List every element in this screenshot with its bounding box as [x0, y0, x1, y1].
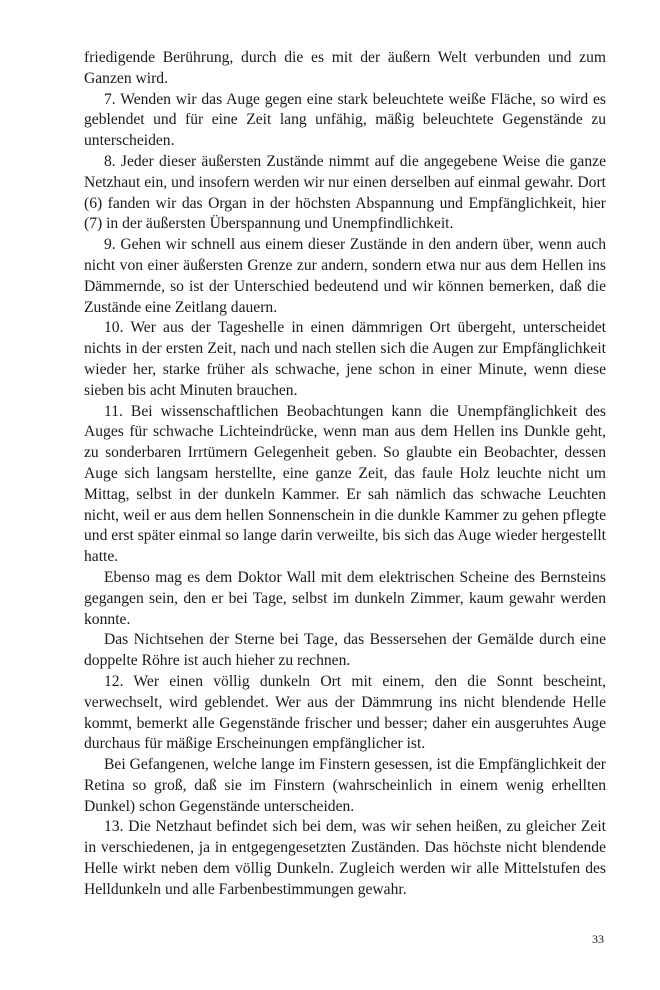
paragraph-7: 7. Wenden wir das Auge gegen eine stark beleuchtete weiße Fläche, so wird es geblendet und für eine Zeit lang unfähig, mäßig beleuchtete Gegenstände zu unterscheiden.: [84, 90, 606, 150]
paragraph-11-ebenso: Ebenso mag es dem Doktor Wall mit dem elektrischen Scheine des Bernsteins gegangen sein, den er bei Tage, selbst im dunkeln Zimmer, kaum gewahr werden konnte.: [84, 568, 606, 628]
paragraph-12: 12. Wer einen völlig dunkeln Ort mit einem, den die Sonnt bescheint, verwechselt, wird geblendet. Wer aus der Dämmrung ins nicht blendende Helle kommt, bemerkt alle Gegenstände frischer und besser; daher ein ausgeruhtes Auge durchaus für mäßige Erscheinungen empfänglicher ist.: [84, 672, 606, 753]
paragraph-11-sterne: Das Nichtsehen der Sterne bei Tage, das Bessersehen der Gemälde durch eine doppelte Röhre ist auch hieher zu rechnen.: [84, 631, 606, 670]
paragraph-12-gefangene: Bei Gefangenen, welche lange im Finstern gesessen, ist die Empfänglichkeit der Retina so groß, daß sie im Finstern (wahrscheinlich in einem wenig erhellten Dunkel) schon Gegenstände unterscheiden.: [84, 756, 606, 815]
paragraph-10: 10. Wer aus der Tageshelle in einen dämmrigen Ort übergeht, unterscheidet nichts in der ersten Zeit, nach und nach stellen sich die Augen zur Empfänglichkeit wieder her, starke früher als schwache, jene schon in einer Minute, wenn diese sieben bis acht Minuten brauchen.: [84, 319, 606, 399]
page-body: [84, 48, 606, 901]
paragraph-11: 11. Bei wissenschaftlichen Beobachtungen kann die Unempfänglichkeit des Auges für schwache Lichteindrücke, wenn man aus dem Hellen ins Dunkle geht, zu sonderbaren Irrtümern Gelegenheit geben. So glaubte ein Beobachter, dessen Auge sich langsam herstellte, eine ganze Zeit, das faule Holz leuchte nicht um Mittag, selbst in der dunkeln Kammer. Er sah nämlich das schwache Leuchten nicht, weil er aus dem hellen Sonnenschein in die dunkle Kammer zu gehen pflegte und erst später einmal so lange darin verweilte, bis sich das Auge wieder hergestellt hatte.: [84, 402, 606, 566]
page-number: 33: [592, 932, 604, 946]
paragraph-8: 8. Jeder dieser äußersten Zustände nimmt auf die angegebene Weise die ganze Netzhaut ein, und insofern werden wir nur einen derselben auf einmal gewahr. Dort (6) fanden wir das Organ in der höchsten Abspannung und Empfänglichkeit, hier (7) in der äußersten Überspannung und Unempfindlichkeit.: [84, 152, 606, 233]
paragraph-9: 9. Gehen wir schnell aus einem dieser Zustände in den andern über, wenn auch nicht von einer äußersten Grenze zur andern, sondern etwa nur aus dem Hellen ins Dämmernde, so ist der Unterschied bedeutend und wir können bemerken, daß die Zustände eine Zeitlang dauern.: [84, 236, 606, 316]
paragraph-continuation: friedigende Berührung, durch die es mit der äußern Welt verbunden und zum Ganzen wird.: [84, 49, 606, 87]
paragraph-13: 13. Die Netzhaut befindet sich bei dem, was wir sehen heißen, zu gleicher Zeit in verschiedenen, ja in entgegengesetzten Zuständen. Das höchste nicht blendende Helle wirkt neben dem völlig Dunkeln. Zugleich werden wir alle Mittelstufen des Helldunkeln und alle Farbenbestimmungen gewahr.: [84, 818, 606, 898]
